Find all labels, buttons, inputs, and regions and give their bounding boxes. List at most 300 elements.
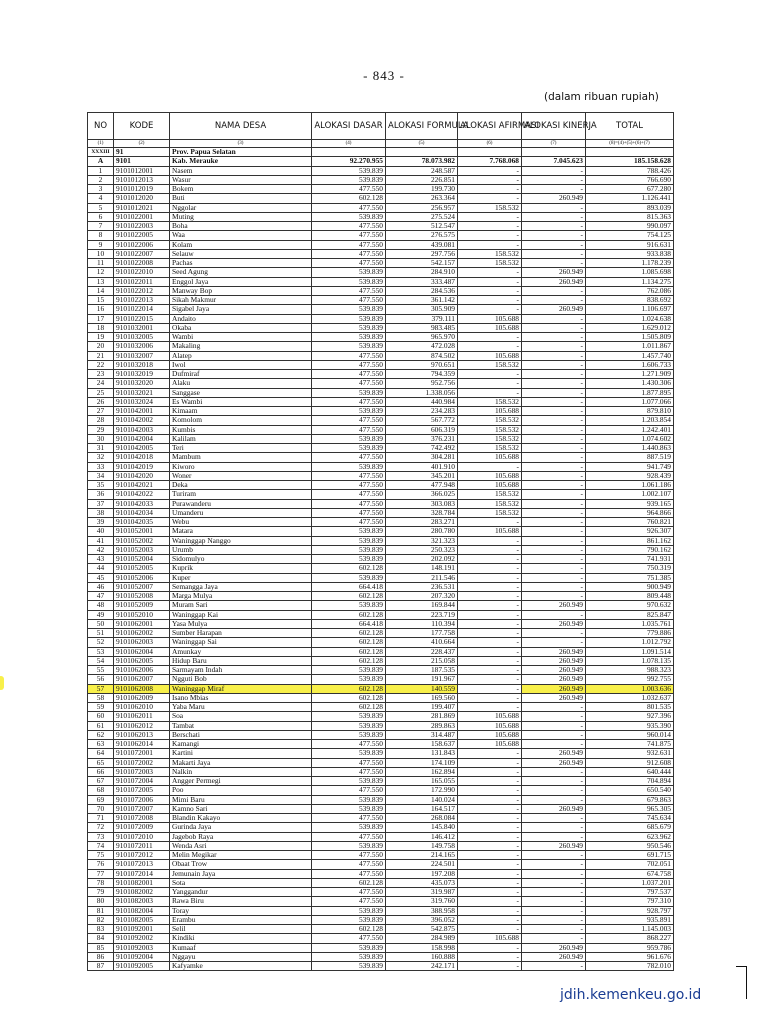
row-nama-desa: Sikah Makmur bbox=[170, 296, 312, 305]
row-kode: 9101042004 bbox=[114, 434, 170, 443]
table-row bbox=[88, 666, 674, 675]
row-nama-desa: Sidomulyo bbox=[170, 555, 312, 564]
row-no: 83 bbox=[88, 925, 114, 934]
row-nama-desa: Webu bbox=[170, 518, 312, 527]
row-formula: 223.719 bbox=[386, 610, 458, 619]
row-no: 79 bbox=[88, 888, 114, 897]
row-formula: 983.485 bbox=[386, 323, 458, 332]
row-total: 766.690 bbox=[586, 175, 674, 184]
col-number: (6) bbox=[458, 140, 522, 148]
row-kinerja: - bbox=[522, 323, 586, 332]
row-kinerja: - bbox=[522, 444, 586, 453]
row-nama-desa: Enggol Jaya bbox=[170, 277, 312, 286]
row-nama-desa: Wasur bbox=[170, 175, 312, 184]
row-formula: 440.984 bbox=[386, 397, 458, 406]
corner-mark bbox=[736, 966, 747, 999]
row-total: 960.014 bbox=[586, 730, 674, 739]
row-nama-desa: Sanggase bbox=[170, 388, 312, 397]
row-total: 825.847 bbox=[586, 610, 674, 619]
row-dasar: 477.550 bbox=[312, 185, 386, 194]
row-afirmasi: - bbox=[458, 851, 522, 860]
row-total: 741.875 bbox=[586, 740, 674, 749]
row-nama-desa: Sumber Harapan bbox=[170, 629, 312, 638]
row-dasar: 477.550 bbox=[312, 832, 386, 841]
row-no: 19 bbox=[88, 333, 114, 342]
header-alokasi-dasar: ALOKASI DASAR bbox=[312, 113, 386, 140]
row-formula: 606.319 bbox=[386, 425, 458, 434]
row-kinerja: - bbox=[522, 767, 586, 776]
row-kode: 9101082002 bbox=[114, 888, 170, 897]
row-kode: 9101052003 bbox=[114, 545, 170, 554]
row-afirmasi: - bbox=[458, 601, 522, 610]
row-afirmasi: - bbox=[458, 962, 522, 971]
row-total: 961.676 bbox=[586, 952, 674, 961]
row-kinerja: - bbox=[522, 925, 586, 934]
row-formula: 284.989 bbox=[386, 934, 458, 943]
kabupaten-total: 185.158.628 bbox=[586, 157, 674, 166]
row-no: 75 bbox=[88, 851, 114, 860]
page-number: - 843 - bbox=[363, 68, 405, 83]
row-no: 56 bbox=[88, 675, 114, 684]
row-kinerja: 260.949 bbox=[522, 601, 586, 610]
row-kode: 9101072003 bbox=[114, 767, 170, 776]
row-total: 779.886 bbox=[586, 629, 674, 638]
row-nama-desa: Alatep bbox=[170, 351, 312, 360]
row-no: 63 bbox=[88, 740, 114, 749]
row-nama-desa: Hidup Baru bbox=[170, 656, 312, 665]
table-row bbox=[88, 305, 674, 314]
row-nama-desa: Amunkay bbox=[170, 647, 312, 656]
row-total: 1.440.863 bbox=[586, 444, 674, 453]
table-row bbox=[88, 638, 674, 647]
row-nama-desa: Kamno Sari bbox=[170, 804, 312, 813]
table-row bbox=[88, 490, 674, 499]
row-dasar: 539.839 bbox=[312, 675, 386, 684]
row-dasar: 477.550 bbox=[312, 379, 386, 388]
row-nama-desa: Kumaaf bbox=[170, 943, 312, 952]
table-row bbox=[88, 804, 674, 813]
row-afirmasi: - bbox=[458, 277, 522, 286]
row-total: 933.838 bbox=[586, 249, 674, 258]
row-nama-desa: Yanggandur bbox=[170, 888, 312, 897]
row-nama-desa: Pachas bbox=[170, 259, 312, 268]
row-no: 76 bbox=[88, 860, 114, 869]
row-no: 15 bbox=[88, 296, 114, 305]
row-afirmasi: - bbox=[458, 388, 522, 397]
row-kode: 9101022008 bbox=[114, 259, 170, 268]
row-formula: 281.869 bbox=[386, 712, 458, 721]
row-afirmasi: - bbox=[458, 684, 522, 693]
row-dasar: 664.418 bbox=[312, 582, 386, 591]
row-nama-desa: Manway Bop bbox=[170, 286, 312, 295]
kabupaten-dasar: 92.270.955 bbox=[312, 157, 386, 166]
row-kinerja: 260.949 bbox=[522, 619, 586, 628]
table-row bbox=[88, 555, 674, 564]
row-no: 21 bbox=[88, 351, 114, 360]
row-dasar: 539.839 bbox=[312, 166, 386, 175]
table-row bbox=[88, 869, 674, 878]
row-nama-desa: Kartini bbox=[170, 749, 312, 758]
row-afirmasi: 158.532 bbox=[458, 360, 522, 369]
row-no: 42 bbox=[88, 545, 114, 554]
row-afirmasi: 105.688 bbox=[458, 712, 522, 721]
row-total: 762.086 bbox=[586, 286, 674, 295]
row-kinerja: - bbox=[522, 777, 586, 786]
row-afirmasi: 105.688 bbox=[458, 481, 522, 490]
row-dasar: 539.839 bbox=[312, 666, 386, 675]
row-total: 1.091.514 bbox=[586, 647, 674, 656]
table-row bbox=[88, 915, 674, 924]
row-dasar: 539.839 bbox=[312, 277, 386, 286]
row-no: 51 bbox=[88, 629, 114, 638]
row-kinerja: - bbox=[522, 249, 586, 258]
row-no: 8 bbox=[88, 231, 114, 240]
row-afirmasi: 158.532 bbox=[458, 259, 522, 268]
row-nama-desa: Sarmayam Indah bbox=[170, 666, 312, 675]
row-no: 4 bbox=[88, 194, 114, 203]
row-afirmasi: - bbox=[458, 943, 522, 952]
row-kode: 9101062001 bbox=[114, 619, 170, 628]
row-nama-desa: Blandin Kakayo bbox=[170, 814, 312, 823]
row-formula: 305.909 bbox=[386, 305, 458, 314]
table-row bbox=[88, 897, 674, 906]
row-formula: 242.171 bbox=[386, 962, 458, 971]
row-no: 18 bbox=[88, 323, 114, 332]
row-kode: 9101042022 bbox=[114, 490, 170, 499]
empty-cell bbox=[586, 148, 674, 157]
row-nama-desa: Angger Permegi bbox=[170, 777, 312, 786]
row-no: 66 bbox=[88, 767, 114, 776]
row-afirmasi: 105.688 bbox=[458, 934, 522, 943]
row-formula: 226.851 bbox=[386, 175, 458, 184]
row-total: 1.002.107 bbox=[586, 490, 674, 499]
row-total: 1.011.867 bbox=[586, 342, 674, 351]
row-kode: 9101022010 bbox=[114, 268, 170, 277]
row-kode: 9101092002 bbox=[114, 934, 170, 943]
kabupaten-row bbox=[88, 157, 674, 166]
row-afirmasi: 105.688 bbox=[458, 351, 522, 360]
table-row bbox=[88, 656, 674, 665]
kabupaten-kode: 9101 bbox=[114, 157, 170, 166]
row-total: 782.010 bbox=[586, 962, 674, 971]
province-kode: 91 bbox=[114, 148, 170, 157]
col-number: (1) bbox=[88, 140, 114, 148]
row-no: 11 bbox=[88, 259, 114, 268]
row-afirmasi: - bbox=[458, 767, 522, 776]
row-dasar: 477.550 bbox=[312, 860, 386, 869]
row-dasar: 539.839 bbox=[312, 323, 386, 332]
row-dasar: 602.128 bbox=[312, 647, 386, 656]
row-dasar: 539.839 bbox=[312, 434, 386, 443]
row-no: 53 bbox=[88, 647, 114, 656]
row-formula: 162.894 bbox=[386, 767, 458, 776]
row-total: 1.106.697 bbox=[586, 305, 674, 314]
row-nama-desa: Kumbis bbox=[170, 425, 312, 434]
row-dasar: 539.839 bbox=[312, 536, 386, 545]
row-dasar: 539.839 bbox=[312, 175, 386, 184]
row-afirmasi: - bbox=[458, 610, 522, 619]
row-dasar: 539.839 bbox=[312, 527, 386, 536]
row-formula: 401.910 bbox=[386, 462, 458, 471]
row-afirmasi: 105.688 bbox=[458, 407, 522, 416]
row-no: 28 bbox=[88, 416, 114, 425]
row-total: 754.125 bbox=[586, 231, 674, 240]
row-total: 868.227 bbox=[586, 934, 674, 943]
row-total: 1.178.239 bbox=[586, 259, 674, 268]
row-total: 1.032.637 bbox=[586, 693, 674, 702]
row-nama-desa: Deka bbox=[170, 481, 312, 490]
row-kinerja: - bbox=[522, 740, 586, 749]
row-dasar: 539.839 bbox=[312, 342, 386, 351]
row-no: 32 bbox=[88, 453, 114, 462]
table-row bbox=[88, 277, 674, 286]
row-total: 623.962 bbox=[586, 832, 674, 841]
row-kode: 9101062010 bbox=[114, 703, 170, 712]
row-nama-desa: Waninggap Miraf bbox=[170, 684, 312, 693]
row-formula: 794.359 bbox=[386, 370, 458, 379]
table-row bbox=[88, 462, 674, 471]
province-row bbox=[88, 148, 674, 157]
row-formula: 303.083 bbox=[386, 499, 458, 508]
row-nama-desa: Bokem bbox=[170, 185, 312, 194]
row-kinerja: - bbox=[522, 897, 586, 906]
row-kode: 9101012013 bbox=[114, 175, 170, 184]
row-afirmasi: - bbox=[458, 915, 522, 924]
row-formula: 319.987 bbox=[386, 888, 458, 897]
table-row bbox=[88, 647, 674, 656]
row-dasar: 477.550 bbox=[312, 767, 386, 776]
row-formula: 512.547 bbox=[386, 222, 458, 231]
row-kinerja: 260.949 bbox=[522, 804, 586, 813]
header-nama-desa: NAMA DESA bbox=[170, 113, 312, 140]
table-row bbox=[88, 860, 674, 869]
table-row bbox=[88, 619, 674, 628]
table-row bbox=[88, 499, 674, 508]
row-nama-desa: Semangga Jaya bbox=[170, 582, 312, 591]
row-total: 926.307 bbox=[586, 527, 674, 536]
row-formula: 164.517 bbox=[386, 804, 458, 813]
row-kinerja: - bbox=[522, 296, 586, 305]
row-no: 38 bbox=[88, 508, 114, 517]
row-afirmasi: 158.532 bbox=[458, 203, 522, 212]
row-no: 80 bbox=[88, 897, 114, 906]
row-no: 62 bbox=[88, 730, 114, 739]
row-afirmasi: - bbox=[458, 175, 522, 184]
table-row bbox=[88, 268, 674, 277]
row-dasar: 539.839 bbox=[312, 712, 386, 721]
row-no: 74 bbox=[88, 841, 114, 850]
row-afirmasi: - bbox=[458, 647, 522, 656]
header-alokasi-kinerja: ALOKASI KINERJA bbox=[522, 113, 586, 140]
row-afirmasi: 158.532 bbox=[458, 397, 522, 406]
row-no: 55 bbox=[88, 666, 114, 675]
row-no: 17 bbox=[88, 314, 114, 323]
row-afirmasi: - bbox=[458, 379, 522, 388]
row-no: 64 bbox=[88, 749, 114, 758]
row-no: 58 bbox=[88, 693, 114, 702]
row-no: 10 bbox=[88, 249, 114, 258]
table-row bbox=[88, 203, 674, 212]
row-kinerja: - bbox=[522, 730, 586, 739]
row-kode: 9101042035 bbox=[114, 518, 170, 527]
row-kinerja: - bbox=[522, 222, 586, 231]
row-afirmasi: - bbox=[458, 536, 522, 545]
row-kinerja: 260.949 bbox=[522, 684, 586, 693]
row-dasar: 539.839 bbox=[312, 730, 386, 739]
row-formula: 328.784 bbox=[386, 508, 458, 517]
row-no: 78 bbox=[88, 878, 114, 887]
row-formula: 379.111 bbox=[386, 314, 458, 323]
row-afirmasi: - bbox=[458, 832, 522, 841]
row-no: 12 bbox=[88, 268, 114, 277]
row-no: 22 bbox=[88, 360, 114, 369]
row-dasar: 539.839 bbox=[312, 212, 386, 221]
row-kinerja: - bbox=[522, 333, 586, 342]
row-kode: 9101072012 bbox=[114, 851, 170, 860]
row-kode: 9101052008 bbox=[114, 592, 170, 601]
row-kinerja: - bbox=[522, 545, 586, 554]
col-number: (5) bbox=[386, 140, 458, 148]
row-afirmasi: 158.532 bbox=[458, 249, 522, 258]
empty-cell bbox=[458, 148, 522, 157]
row-total: 1.242.401 bbox=[586, 425, 674, 434]
row-nama-desa: Wenda Asri bbox=[170, 841, 312, 850]
row-formula: 319.760 bbox=[386, 897, 458, 906]
row-kode: 9101032001 bbox=[114, 323, 170, 332]
row-afirmasi: 105.688 bbox=[458, 314, 522, 323]
row-total: 1.203.854 bbox=[586, 416, 674, 425]
row-dasar: 539.839 bbox=[312, 555, 386, 564]
table-row bbox=[88, 249, 674, 258]
row-kode: 9101052010 bbox=[114, 610, 170, 619]
row-total: 815.363 bbox=[586, 212, 674, 221]
row-afirmasi: - bbox=[458, 675, 522, 684]
row-afirmasi: - bbox=[458, 212, 522, 221]
row-kinerja: - bbox=[522, 832, 586, 841]
row-dasar: 602.128 bbox=[312, 925, 386, 934]
row-dasar: 539.839 bbox=[312, 462, 386, 471]
row-kinerja: - bbox=[522, 610, 586, 619]
row-dasar: 602.128 bbox=[312, 684, 386, 693]
row-kode: 9101032018 bbox=[114, 360, 170, 369]
row-dasar: 477.550 bbox=[312, 888, 386, 897]
row-kode: 9101032020 bbox=[114, 379, 170, 388]
footer-link[interactable]: jdih.kemenkeu.go.id bbox=[560, 987, 702, 1003]
row-afirmasi: - bbox=[458, 185, 522, 194]
table-row bbox=[88, 425, 674, 434]
row-kinerja: - bbox=[522, 934, 586, 943]
row-afirmasi: - bbox=[458, 619, 522, 628]
row-kode: 9101052002 bbox=[114, 536, 170, 545]
row-dasar: 477.550 bbox=[312, 499, 386, 508]
table-row bbox=[88, 934, 674, 943]
table-row bbox=[88, 610, 674, 619]
row-total: 928.797 bbox=[586, 906, 674, 915]
row-no: 49 bbox=[88, 610, 114, 619]
row-formula: 140.024 bbox=[386, 795, 458, 804]
row-total: 691.715 bbox=[586, 851, 674, 860]
row-kode: 9101042019 bbox=[114, 462, 170, 471]
row-nama-desa: Andaito bbox=[170, 314, 312, 323]
row-afirmasi: - bbox=[458, 925, 522, 934]
row-total: 927.396 bbox=[586, 712, 674, 721]
row-dasar: 539.839 bbox=[312, 333, 386, 342]
row-nama-desa: Poo bbox=[170, 786, 312, 795]
row-dasar: 539.839 bbox=[312, 268, 386, 277]
row-dasar: 539.839 bbox=[312, 305, 386, 314]
row-nama-desa: Kiworo bbox=[170, 462, 312, 471]
row-kinerja: - bbox=[522, 499, 586, 508]
row-no: 13 bbox=[88, 277, 114, 286]
row-formula: 304.281 bbox=[386, 453, 458, 462]
row-kinerja: - bbox=[522, 407, 586, 416]
table-row bbox=[88, 962, 674, 971]
row-no: 14 bbox=[88, 286, 114, 295]
row-kinerja: 260.949 bbox=[522, 647, 586, 656]
row-afirmasi: - bbox=[458, 786, 522, 795]
row-kinerja: 260.949 bbox=[522, 666, 586, 675]
row-nama-desa: Sigabel Jaya bbox=[170, 305, 312, 314]
row-nama-desa: Purawanderu bbox=[170, 499, 312, 508]
row-dasar: 477.550 bbox=[312, 249, 386, 258]
row-total: 1.024.638 bbox=[586, 314, 674, 323]
table-row bbox=[88, 185, 674, 194]
row-kinerja: 260.949 bbox=[522, 194, 586, 203]
row-kode: 9101032024 bbox=[114, 397, 170, 406]
row-kinerja: - bbox=[522, 814, 586, 823]
row-formula: 248.587 bbox=[386, 166, 458, 175]
row-afirmasi: - bbox=[458, 222, 522, 231]
row-kode: 9101022003 bbox=[114, 222, 170, 231]
row-afirmasi: - bbox=[458, 462, 522, 471]
row-no: 2 bbox=[88, 175, 114, 184]
table-row bbox=[88, 286, 674, 295]
row-total: 1.629.012 bbox=[586, 323, 674, 332]
row-total: 1.012.792 bbox=[586, 638, 674, 647]
table-row bbox=[88, 240, 674, 249]
row-dasar: 477.550 bbox=[312, 240, 386, 249]
row-no: 54 bbox=[88, 656, 114, 665]
row-total: 751.385 bbox=[586, 573, 674, 582]
row-kinerja: - bbox=[522, 878, 586, 887]
row-kode: 9101032021 bbox=[114, 388, 170, 397]
row-nama-desa: Es Wambi bbox=[170, 397, 312, 406]
highlight-marker bbox=[0, 676, 4, 690]
row-dasar: 539.839 bbox=[312, 388, 386, 397]
row-total: 640.444 bbox=[586, 767, 674, 776]
row-no: 85 bbox=[88, 943, 114, 952]
row-kode: 9101042021 bbox=[114, 481, 170, 490]
row-no: 71 bbox=[88, 814, 114, 823]
row-formula: 145.840 bbox=[386, 823, 458, 832]
row-kinerja: - bbox=[522, 360, 586, 369]
table-row bbox=[88, 823, 674, 832]
row-total: 965.305 bbox=[586, 804, 674, 813]
row-kinerja: - bbox=[522, 286, 586, 295]
table-row bbox=[88, 795, 674, 804]
row-formula: 158.637 bbox=[386, 740, 458, 749]
row-nama-desa: Kalilam bbox=[170, 434, 312, 443]
row-formula: 472.028 bbox=[386, 342, 458, 351]
row-afirmasi: - bbox=[458, 370, 522, 379]
row-total: 935.390 bbox=[586, 721, 674, 730]
row-kode: 9101022011 bbox=[114, 277, 170, 286]
row-total: 685.679 bbox=[586, 823, 674, 832]
row-total: 1.003.636 bbox=[586, 684, 674, 693]
row-no: 65 bbox=[88, 758, 114, 767]
row-total: 950.546 bbox=[586, 841, 674, 850]
row-nama-desa: Jagebob Raya bbox=[170, 832, 312, 841]
